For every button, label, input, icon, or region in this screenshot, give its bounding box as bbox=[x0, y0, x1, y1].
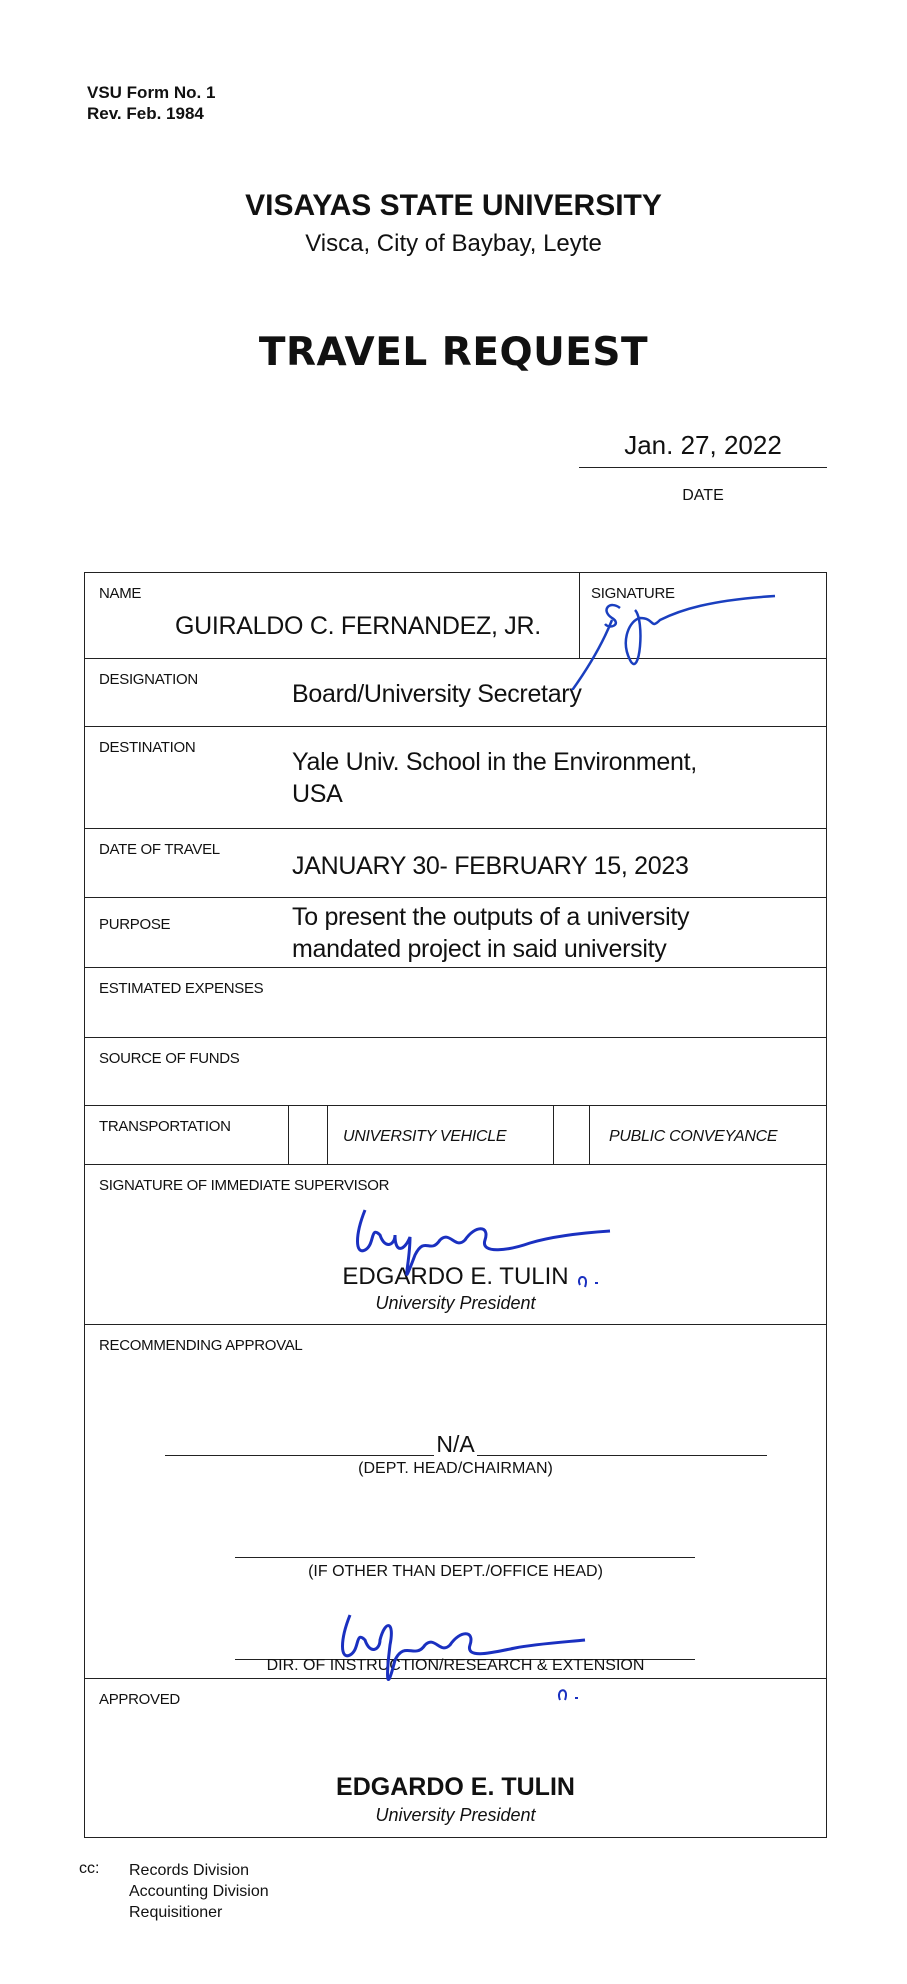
cc-item: Records Division bbox=[129, 1862, 250, 1879]
approver-name: EDGARDO E. TULIN bbox=[336, 1773, 575, 1801]
cc-item: Requisitioner bbox=[129, 1904, 223, 1921]
date-line bbox=[579, 467, 827, 468]
approver-title: University President bbox=[375, 1805, 536, 1825]
document-title: TRAVEL REQUEST bbox=[258, 330, 649, 375]
form-number: VSU Form No. 1 bbox=[87, 83, 216, 102]
destination-line1: Yale Univ. School in the Environment, bbox=[292, 748, 697, 776]
purpose-line1: To present the outputs of a university bbox=[292, 903, 690, 931]
approver-signature bbox=[335, 1600, 605, 1710]
requester-signature bbox=[560, 590, 790, 690]
estimated-expenses-label: ESTIMATED EXPENSES bbox=[99, 980, 264, 997]
cc-label: cc: bbox=[79, 1860, 100, 1877]
purpose-label: PURPOSE bbox=[99, 916, 171, 933]
form-revision: Rev. Feb. 1984 bbox=[87, 104, 204, 123]
office-head-caption: (IF OTHER THAN DEPT./OFFICE HEAD) bbox=[308, 1563, 603, 1580]
destination-line2: USA bbox=[292, 780, 343, 808]
director-caption: DIR. OF INSTRUCTION/RESEARCH & EXTENSION bbox=[266, 1657, 645, 1674]
row-destination bbox=[85, 727, 826, 829]
designation-label: DESIGNATION bbox=[99, 671, 198, 688]
signature-line bbox=[235, 1557, 695, 1558]
row-estimated-expenses bbox=[85, 968, 826, 1038]
date-of-travel-label: DATE OF TRAVEL bbox=[99, 841, 220, 858]
signature-label: SIGNATURE bbox=[591, 585, 675, 602]
designation-value: Board/University Secretary bbox=[292, 680, 582, 708]
supervisor-label: SIGNATURE OF IMMEDIATE SUPERVISOR bbox=[99, 1177, 390, 1194]
dept-head-caption: (DEPT. HEAD/CHAIRMAN) bbox=[358, 1460, 553, 1477]
public-conveyance-option: PUBLIC CONVEYANCE bbox=[609, 1128, 778, 1145]
recommending-label: RECOMMENDING APPROVAL bbox=[99, 1337, 303, 1354]
divider bbox=[553, 1106, 554, 1164]
divider bbox=[288, 1106, 289, 1164]
university-vehicle-checkbox bbox=[327, 1106, 328, 1164]
supervisor-signature bbox=[350, 1195, 620, 1305]
dept-head-value: N/A bbox=[436, 1431, 475, 1457]
university-address: Visca, City of Baybay, Leyte bbox=[305, 230, 602, 257]
name-value: GUIRALDO C. FERNANDEZ, JR. bbox=[175, 612, 541, 640]
date-of-travel-value: JANUARY 30- FEBRUARY 15, 2023 bbox=[292, 852, 689, 880]
date-label: DATE bbox=[682, 487, 724, 504]
purpose-line2: mandated project in said university bbox=[292, 935, 667, 963]
destination-label: DESTINATION bbox=[99, 739, 196, 756]
row-source-of-funds bbox=[85, 1038, 826, 1106]
transportation-label: TRANSPORTATION bbox=[99, 1118, 231, 1135]
date-value: Jan. 27, 2022 bbox=[624, 430, 782, 460]
approved-label: APPROVED bbox=[99, 1691, 180, 1708]
row-transportation bbox=[85, 1106, 826, 1165]
cc-list bbox=[129, 1860, 269, 1923]
public-conveyance-checkbox bbox=[589, 1106, 590, 1164]
university-name: VISAYAS STATE UNIVERSITY bbox=[245, 189, 662, 222]
university-vehicle-option: UNIVERSITY VEHICLE bbox=[343, 1128, 507, 1145]
cc-item: Accounting Division bbox=[129, 1883, 269, 1900]
row-purpose bbox=[85, 898, 826, 968]
supervisor-name: EDGARDO E. TULIN bbox=[342, 1263, 569, 1290]
supervisor-title: University President bbox=[375, 1293, 536, 1313]
row-date-of-travel bbox=[85, 829, 826, 898]
source-of-funds-label: SOURCE OF FUNDS bbox=[99, 1050, 240, 1067]
name-label: NAME bbox=[99, 585, 142, 602]
